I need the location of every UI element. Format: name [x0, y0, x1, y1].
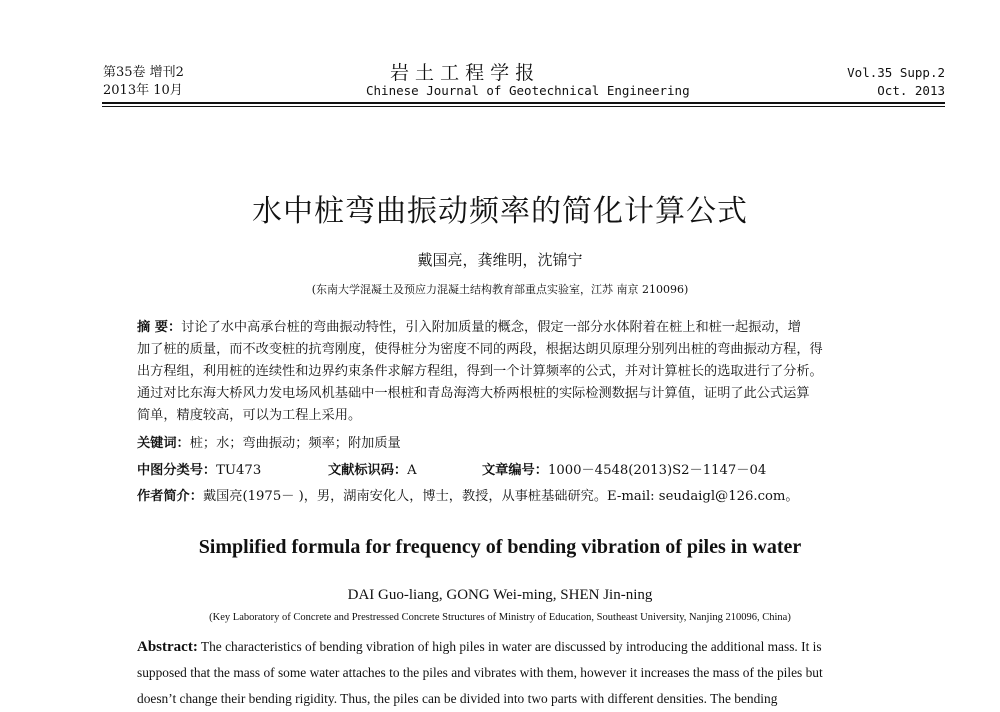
paper-title-cn: 水中桩弯曲振动频率的简化计算公式	[252, 194, 748, 229]
author-bio: 作者简介：戴国亮(1975－ )，男，湖南安化人，博士，教授，从事桩基础研究。E-mail: seudaigl@126.com。	[137, 489, 799, 504]
abstract-en-line: Abstract: The characteristics of bending vibration of high piles in water are discussed by introducing the additional mass. It is	[137, 639, 822, 655]
clc-number: 中图分类号：TU473	[137, 463, 262, 478]
journal-title-cn: 岩 土 工 程 学 报	[390, 62, 535, 84]
keywords-label: 关键词：	[137, 436, 190, 451]
publication-date: 2013年 10月	[103, 83, 183, 98]
header-rule-thick	[102, 102, 945, 104]
abstract-cn-line: 通过对比东海大桥风力发电场风机基础中一根桩和青岛海湾大桥两根桩的实际检测数据与计算值，证明了此公式运算	[137, 386, 810, 401]
abstract-cn-line: 出方程组，利用桩的连续性和边界约束条件求解方程组，得到一个计算频率的公式，并对计算桩长的选取进行了分析。	[137, 364, 823, 379]
document-code: 文献标识码：A	[328, 463, 417, 478]
affiliation-en: (Key Laboratory of Concrete and Prestressed Concrete Structures of Ministry of Education, Southeast University, Nanjing 210096, China)	[209, 612, 791, 623]
header-rule-thin	[102, 106, 945, 107]
abstract-cn-line: 摘 要：讨论了水中高承台桩的弯曲振动特性，引入附加质量的概念，假定一部分水体附着在桩上和桩一起振动，增	[137, 320, 801, 335]
abstract-cn	[137, 317, 927, 427]
abstract-en-label: Abstract:	[137, 639, 198, 655]
volume-issue: 第35卷 增刊2	[103, 65, 184, 80]
article-number: 文章编号：1000－4548(2013)S2－1147－04	[482, 463, 767, 478]
abstract-en-line: doesn’t change their bending rigidity. Thus, the piles can be divided into two parts with different densities. The bending	[137, 691, 778, 706]
abstract-en	[137, 634, 823, 712]
affiliation-cn: (东南大学混凝土及预应力混凝土结构教育部重点实验室，江苏 南京 210096)	[311, 283, 689, 296]
volume-en: Vol.35 Supp.2	[847, 65, 945, 80]
abstract-cn-label: 摘 要：	[137, 320, 182, 335]
abstract-cn-line: 简单，精度较高，可以为工程上采用。	[137, 408, 362, 423]
keywords-value: 桩；水；弯曲振动；频率；附加质量	[189, 436, 401, 451]
authors-cn: 戴国亮，龚维明，沈锦宁	[417, 251, 583, 269]
paper-title-en: Simplified formula for frequency of bending vibration of piles in water	[198, 536, 802, 558]
abstract-en-line: supposed that the mass of some water attaches to the piles and vibrates with them, however it increases the mass of the piles but	[137, 665, 823, 680]
keywords	[137, 433, 401, 455]
date-en: Oct. 2013	[877, 83, 945, 98]
authors-en: DAI Guo-liang, GONG Wei-ming, SHEN Jin-ning	[347, 587, 653, 603]
abstract-cn-line: 加了桩的质量，而不改变桩的抗弯刚度，使得桩分为密度不同的两段，根据达朗贝原理分别列出桩的弯曲振动方程，得	[137, 342, 823, 357]
journal-title-en: Chinese Journal of Geotechnical Engineering	[366, 83, 690, 98]
